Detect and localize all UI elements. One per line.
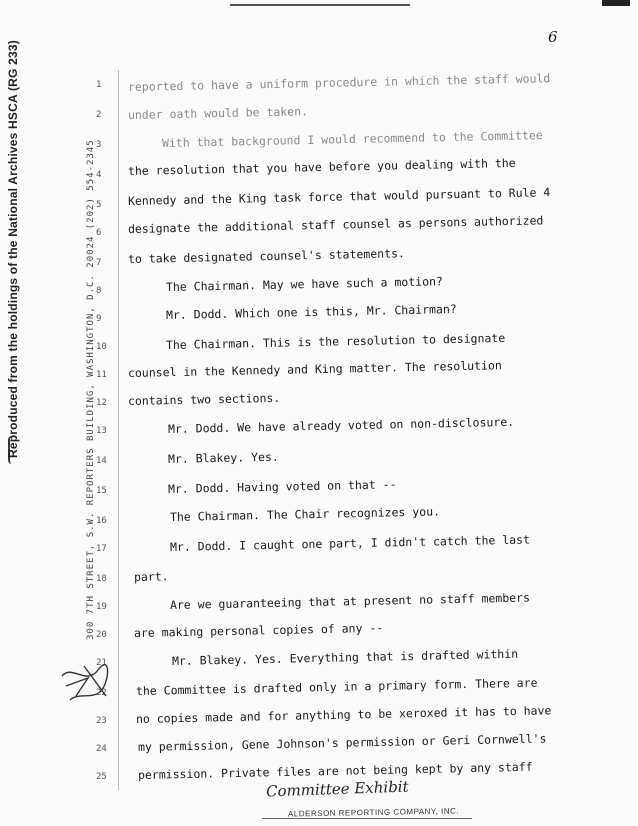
line-number: 14 — [96, 456, 107, 466]
line-number: 15 — [96, 486, 107, 496]
transcript-line: reported to have a uniform procedure in which the staff would — [127, 71, 551, 94]
reporter-address: 300 7TH STREET, S.W. REPORTERS BUILDING, WASHINGTON, D.C. 20024 (202) 554-2345 — [86, 139, 96, 640]
line-number: 19 — [96, 602, 107, 612]
transcript-line: The Chairman. This is the resolution to designate — [165, 330, 506, 352]
transcript-line: contains two sections. — [127, 390, 281, 408]
reporting-company-footer: ALDERSON REPORTING COMPANY, INC. — [287, 806, 460, 819]
transcript-line: The Chairman. May we have such a motion? — [165, 274, 444, 294]
line-number: 4 — [96, 170, 102, 180]
transcript-line: designate the additional staff counsel as persons authorized — [127, 213, 544, 236]
page-number: 6 — [548, 28, 558, 46]
transcript-line: are making personal copies of any -- — [133, 620, 384, 640]
transcript-line: The Chairman. The Chair recognizes you. — [169, 504, 441, 524]
transcript-line: Mr. Dodd. Which one is this, Mr. Chairman? — [165, 301, 457, 322]
line-number: 22 — [96, 688, 107, 698]
transcript-line: Kennedy and the King task force that would pursuant to Rule 4 — [127, 185, 551, 208]
transcript-line: Mr. Blakey. Yes. Everything that is drafted within — [171, 646, 519, 668]
transcript-line: Mr. Dodd. Having voted on that -- — [167, 477, 397, 496]
line-number: 10 — [96, 342, 107, 352]
transcript-line: counsel in the Kennedy and King matter. The resolution — [127, 358, 502, 380]
transcript-line: my permission, Gene Johnson's permission or Geri Cornwell's — [137, 731, 547, 754]
line-number: 12 — [96, 398, 107, 408]
line-number: 7 — [96, 258, 102, 268]
transcript-line: Mr. Blakey. Yes. — [167, 449, 279, 466]
transcript-line: Are we guaranteeing that at present no staff members — [169, 590, 531, 612]
transcript-line: Mr. Dodd. We have already voted on non-disclosure. — [167, 414, 515, 436]
line-number: 11 — [96, 370, 107, 380]
line-number: 24 — [96, 744, 107, 754]
transcript-line: to take designated counsel's statements. — [127, 246, 406, 266]
handwritten-note: Committee Exhibit — [265, 777, 409, 801]
transcript-line: part. — [133, 569, 169, 584]
line-number: 21 — [96, 658, 107, 668]
line-number: 8 — [96, 286, 102, 296]
line-number: 16 — [96, 516, 107, 526]
line-number: 6 — [96, 228, 102, 238]
archive-stamp: Reproduced from the holdings of the National Archives HSCA (RG 233) — [6, 40, 20, 458]
line-number: 17 — [96, 544, 107, 554]
line-number: 9 — [96, 314, 102, 324]
transcript-line: under oath would be taken. — [127, 104, 309, 122]
transcript-line: the resolution that you have before you dealing with the — [127, 155, 516, 178]
line-number: 1 — [96, 80, 102, 90]
transcript-line: the Committee is drafted only in a primary form. There are — [135, 675, 538, 698]
line-number: 5 — [96, 200, 102, 210]
line-number: 20 — [96, 630, 107, 640]
transcript-line: permission. Private files are not being kept by any staff — [137, 759, 533, 782]
transcript-line: With that background I would recommend to the Committee — [161, 128, 543, 150]
transcript-line: Mr. Dodd. I caught one part, I didn't catch the last — [169, 532, 531, 554]
transcript-line: no copies made and for anything to be xeroxed it has to have — [135, 703, 552, 726]
line-number: 25 — [96, 772, 107, 782]
margin-scribble-icon — [58, 656, 114, 708]
line-number: 18 — [96, 574, 107, 584]
line-number: 13 — [96, 426, 107, 436]
line-number: 3 — [96, 140, 102, 150]
line-number: 23 — [96, 716, 107, 726]
line-number: 2 — [96, 110, 102, 120]
